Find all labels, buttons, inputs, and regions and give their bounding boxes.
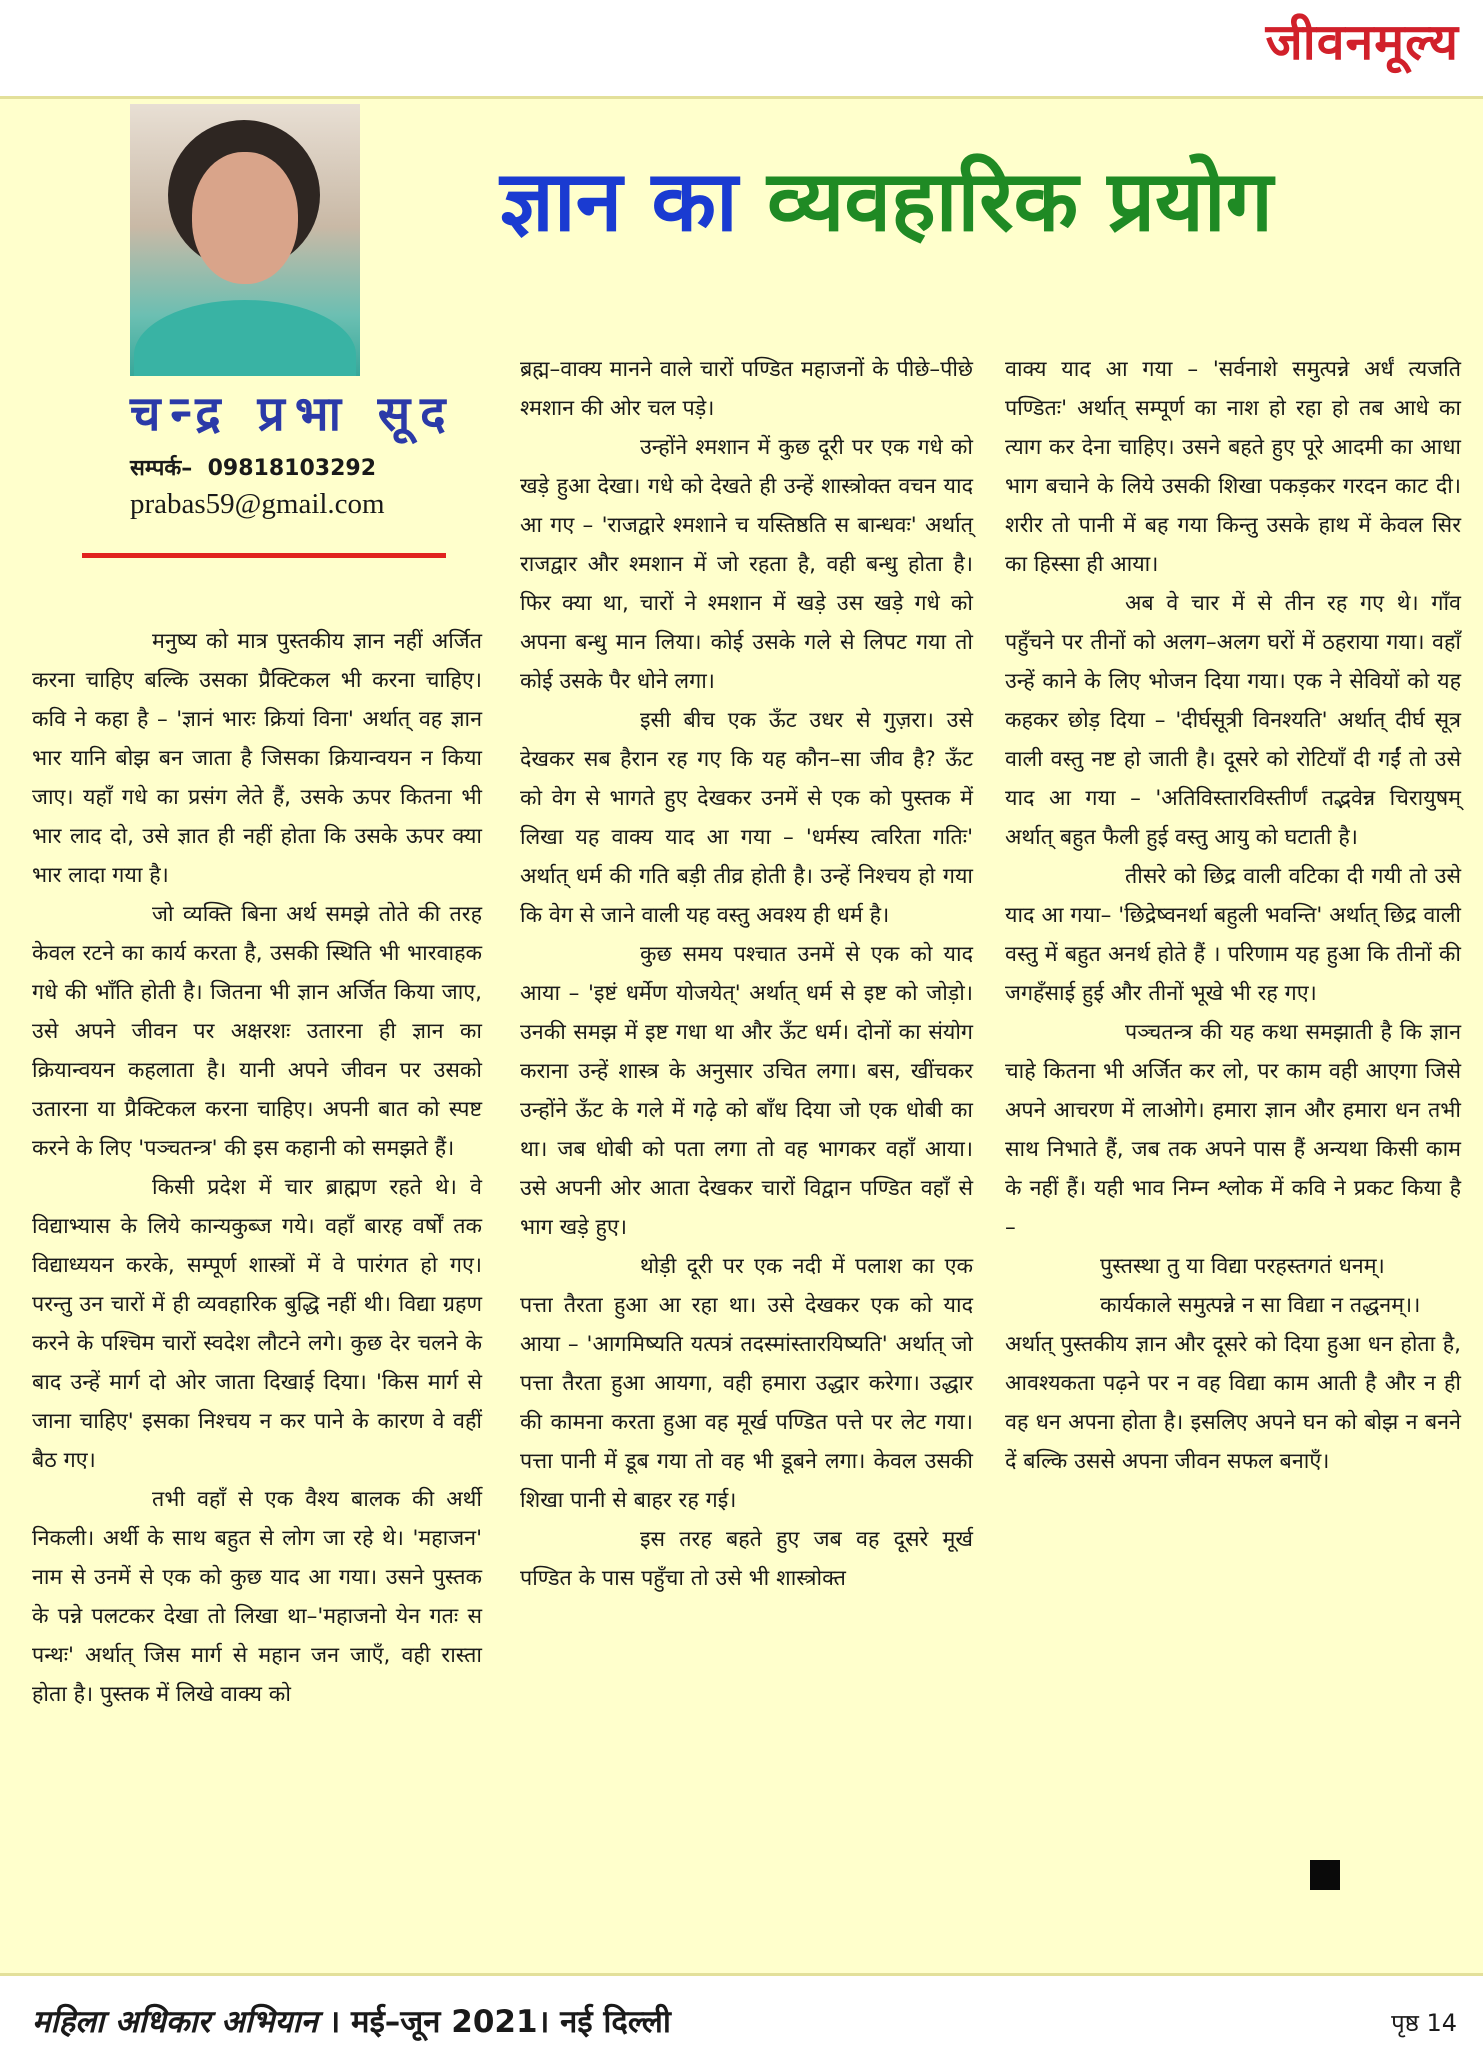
paragraph: तभी वहाँ से एक वैश्य बालक की अर्थी निकली। अर्थी के साथ बहुत से लोग जा रहे थे। 'महाजन' नाम से उनमें से एक को कुछ याद आ गया। उसने पुस्तक के पन्ने पलटकर देखा तो लिखा था–'महाजनो येन गतः स पन्थः' अर्थात् जिस मार्ग से महान जन जाएँ, वही रास्ता होता है। पुस्तक में लिखे वाक्य को — [32, 1487, 482, 1707]
publication-name: महिला अधिकार अभियान — [32, 2004, 318, 2040]
paragraph: जो व्यक्ति बिना अर्थ समझे तोते की तरह केवल रटने का कार्य करता है, उसकी स्थिति भी भारवाहक गधे की भाँति होती है। जितना भी ज्ञान अर्जित किया जाए, उसे अपने जीवन पर अक्षरशः उतारना ही ज्ञान का क्रियान्वयन कहलाता है। यानी अपने जीवन पर उसको उतारना या प्रैक्टिकल करना चाहिए। अपनी बात को स्पष्ट करने के लिए 'पञ्चतन्त्र' की इस कहानी को समझते हैं। — [32, 902, 482, 1161]
article-title — [500, 140, 1273, 255]
text-column-2 — [520, 350, 973, 1598]
paragraph: अर्थात् पुस्तकीय ज्ञान और दूसरे को दिया हुआ धन होता है, आवश्यकता पढ़ने पर न वह विद्या काम आती है और न ही वह धन अपना होता है। इसलिए अपने घन को बोझ न बनने दें बल्कि उससे अपना जीवन सफल बनाएँ। — [1005, 1332, 1461, 1474]
paragraph: तीसरे को छिद्र वाली वटिका दी गयी तो उसे याद आ गया– 'छिद्रेष्वनर्था बहुली भवन्ति' अर्थात् छिद्र वाली वस्तु में बहुत अनर्थ होते हैं । परिणाम यह हुआ कि तीनों की जगहँसाई हुई और तीनों भूखे भी रह गए। — [1005, 864, 1461, 1006]
paragraph: किसी प्रदेश में चार ब्राह्मण रहते थे। वे विद्याभ्यास के लिये कान्यकुब्ज गये। वहाँ बारह वर्षों तक विद्याध्ययन करके, सम्पूर्ण शास्त्रों में वे पारंगत हो गए। परन्तु उन चारों में ही व्यवहारिक बुद्धि नहीं थी। विद्या ग्रहण करने के पश्चिम चारों स्वदेश लौटने लगे। कुछ देर चलने के बाद उन्हें मार्ग दो ओर जाता दिखाई दिया। 'किस मार्ग से जाना चाहिए' इसका निश्चय न कर पाने के कारण वे वहीं बैठ गए। — [32, 1175, 482, 1473]
section-tag: जीवनमूल्य — [1265, 13, 1459, 71]
author-contact — [130, 452, 376, 482]
paragraph: पञ्चतन्त्र की यह कथा समझाती है कि ज्ञान चाहे कितना भी अर्जित कर लो, पर काम वही आएगा जिसे अपने आचरण में लाओगे। हमारा ज्ञान और हमारा धन तभी साथ निभाते हैं, जब तक अपने पास हैं अन्यथा किसी काम के नहीं हैं। यही भाव निम्न श्लोक में कवि ने प्रकट किया है – — [1005, 1020, 1461, 1240]
end-of-article-mark — [1310, 1860, 1340, 1890]
paragraph: कुछ समय पश्चात उनमें से एक को याद आया – 'इष्टं धर्मेण योजयेत्' अर्थात् धर्म से इष्ट को जोड़ो। उनकी समझ में इष्ट गधा था और ऊँट धर्म। दोनों का संयोग कराना उन्हें शास्त्र के अनुसार उचित लगा। बस, खींचकर उन्होंने ऊँट के गले में गढ़े को बाँध दिया जो एक धोबी का था। जब धोबी को पता लगा तो वह भागकर वहाँ आया। उसे अपनी ओर आता देखकर चारों विद्वान पण्डित वहाँ से भाग खड़े हुए। — [520, 942, 973, 1240]
verse-line: पुस्तस्था तु या विद्या परहस्तगतं धनम्। — [1100, 1254, 1385, 1279]
contact-phone: 09818103292 — [207, 456, 377, 481]
text-column-3 — [1005, 350, 1461, 1481]
contact-label: सम्पर्क– — [130, 456, 193, 481]
paragraph: थोड़ी दूरी पर एक नदी में पलाश का एक पत्ता तैरता हुआ आ रहा था। उसे देखकर एक को याद आया – 'आगमिष्यति यत्पत्रं तदस्मांस्तारयिष्यति' अर्थात् जो पत्ता तैरता हुआ आयगा, वही हमारा उद्धार करेगा। उद्धार की कामना करता हुआ वह मूर्ख पण्डित पत्ते पर लेट गया। पत्ता पानी में डूब गया तो वह भी डूबने लगा। केवल उसकी शिखा पानी से बाहर रह गई। — [520, 1254, 973, 1513]
publication-place: नई दिल्ली — [560, 2004, 671, 2040]
title-part-2: व्यवहारिक प्रयोग — [766, 152, 1273, 250]
paragraph: मनुष्य को मात्र पुस्तकीय ज्ञान नहीं अर्जित करना चाहिए बल्कि उसका प्रैक्टिकल भी करना चाहिए। कवि ने कहा है – 'ज्ञानं भारः क्रियां विना' अर्थात् वह ज्ञान भार यानि बोझ बन जाता है जिसका क्रियान्वयन न किया जाए। यहाँ गधे का प्रसंग लेते हैं, उसके ऊपर कितना भी भार लाद दो, उसे ज्ञात ही नहीं होता कि उसके ऊपर क्या भार लादा गया है। — [32, 629, 482, 888]
title-part-1: ज्ञान का — [500, 152, 738, 250]
paragraph: उन्होंने श्मशान में कुछ दूरी पर एक गधे को खड़े हुआ देखा। गधे को देखते ही उन्हें शास्त्रोक्त वचन याद आ गए – 'राजद्वारे श्मशाने च यस्तिष्ठति स बान्धवः' अर्थात् राजद्वार और श्मशान में जो रहता है, वही बन्धु होता है। फिर क्या था, चारों ने श्मशान में खड़े उस खड़े गधे को अपना बन्धु मान लिया। कोई उसके गले से लिपट गया तो कोई उसके पैर धोने लगा। — [520, 435, 973, 694]
author-photo — [130, 104, 360, 376]
author-name: चन्द्र प्रभा सूद — [130, 386, 456, 442]
issue-date: मई–जून 2021 — [351, 2004, 538, 2040]
text-column-1 — [32, 622, 482, 1714]
author-email: prabas59@gmail.com — [130, 488, 385, 520]
paragraph: इसी बीच एक ऊँट उधर से गुज़रा। उसे देखकर सब हैरान रह गए कि यह कौन–सा जीव है? ऊँट को वेग से भागते हुए देखकर उनमें से एक को पुस्तक में लिखा यह वाक्य याद आ गया – 'धर्मस्य त्वरिता गतिः' अर्थात् धर्म की गति बड़ी तीव्र होती है। उन्हें निश्चय हो गया कि वेग से जाने वाली यह वस्तु अवश्य ही धर्म है। — [520, 708, 973, 928]
footer-separator: । — [537, 2004, 550, 2040]
paragraph: वाक्य याद आ गया – 'सर्वनाशे समुत्पन्ने अर्धं त्यजति पण्डितः' अर्थात् सम्पूर्ण का नाश हो रहा हो तब आधे का त्याग कर देना चाहिए। उसने बहते हुए पूरे आदमी का आधा भाग बचाने के लिये उसकी शिखा पकड़कर गरदन काट दी। शरीर तो पानी में बह गया किन्तु उसके हाथ में केवल सिर का हिस्सा ही आया। — [1005, 357, 1461, 577]
page-number: पृष्ठ 14 — [1391, 2009, 1457, 2037]
paragraph: ब्रह्म–वाक्य मानने वाले चारों पण्डित महाजनों के पीछे–पीछे श्मशान की ओर चल पड़े। — [520, 357, 973, 421]
verse-line: कार्यकाले समुत्पन्ने न सा विद्या न तद्धनम्।। — [1100, 1293, 1421, 1318]
footer-separator: । — [328, 2004, 341, 2040]
paragraph: इस तरह बहते हुए जब वह दूसरे मूर्ख पण्डित के पास पहुँचा तो उसे भी शास्त्रोक्त — [520, 1527, 973, 1591]
divider-rule — [82, 553, 446, 558]
paragraph: अब वे चार में से तीन रह गए थे। गाँव पहुँचने पर तीनों को अलग–अलग घरों में ठहराया गया। वहाँ उन्हें काने के लिए भोजन दिया गया। एक ने सेवियों को यह कहकर छोड़ दिया – 'दीर्घसूत्री विनश्यति' अर्थात् दीर्घ सूत्र वाली वस्तु नष्ट हो जाती है। दूसरे को रोटियाँ दी गईं तो उसे याद आ गया – 'अतिविस्तारविस्तीर्णं तद्भवेन्न चिरायुषम् अर्थात् बहुत फैली हुई वस्तु आयु को घटाती है। — [1005, 591, 1461, 850]
footer-publication-info — [32, 2000, 671, 2042]
